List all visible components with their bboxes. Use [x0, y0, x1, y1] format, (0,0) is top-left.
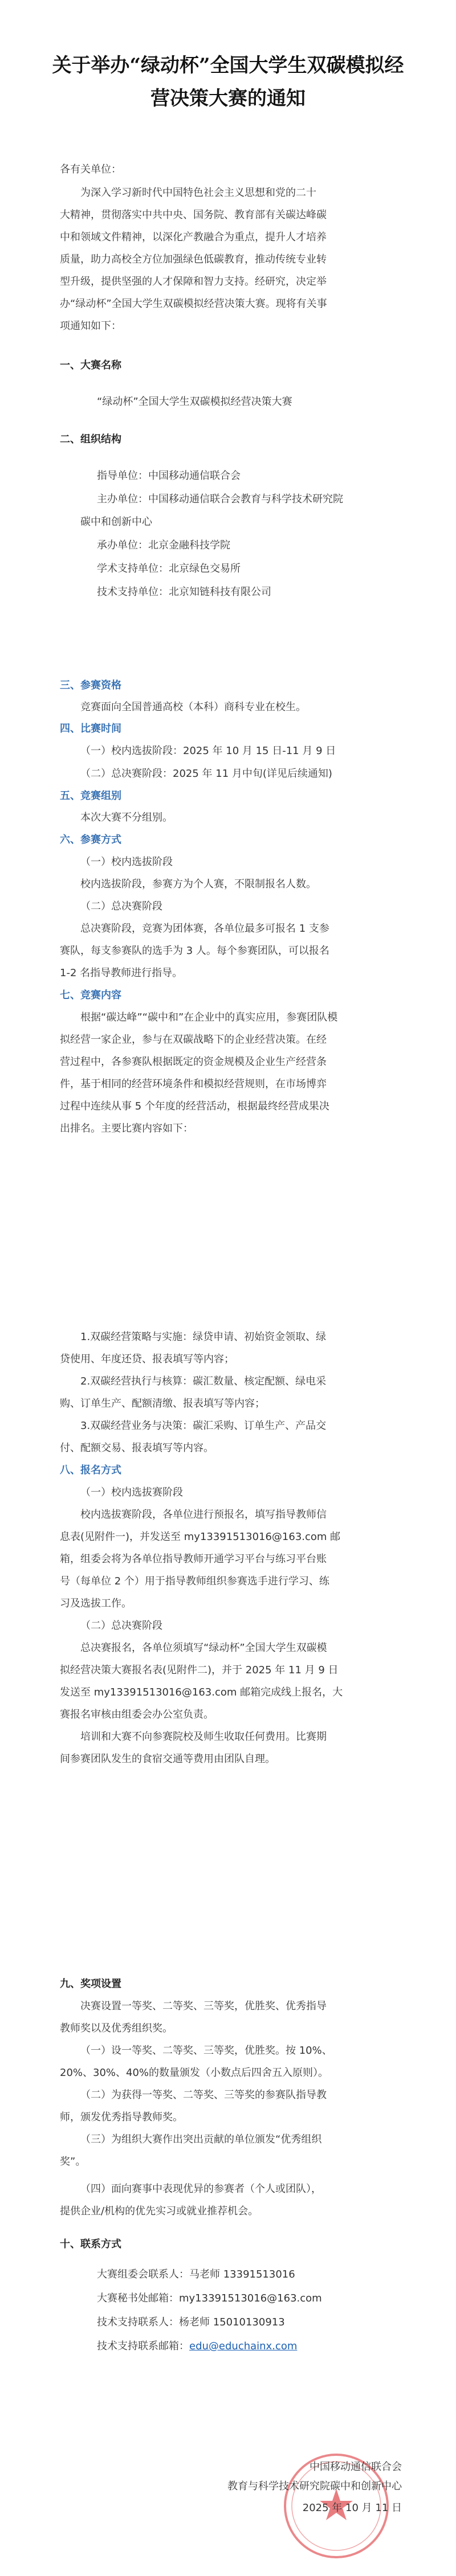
notice-title — [34, 49, 422, 115]
org-line: 学术支持单位：北京绿色交易所 — [97, 563, 241, 575]
award-line: 提供企业/机构的优先实习或就业推荐机会。 — [60, 2205, 259, 2217]
intro-line: 型升级，提供坚强的人才保障和智力支持。经研究，决定举 — [60, 276, 327, 288]
registration-line: 息表(见附件一)，并发送至 my13391513016@163.com 邮 — [60, 1531, 341, 1543]
content-line: 根据“碳达峰”“碳中和”在企业中的真实应用，参赛团队模 — [80, 1011, 338, 1023]
award-line: （三）为组织大赛作出突出贡献的单位颁发“优秀组织 — [80, 2133, 322, 2145]
content-item: 购、订单生产、配额清缴、报表填写等内容； — [60, 1398, 265, 1410]
contact-line: 大赛组委会联系人：马老师 13391513016 — [97, 2268, 295, 2280]
competition-name: “绿动杯”全国大学生双碳模拟经营决策大赛 — [97, 396, 292, 408]
award-line: （四）面向赛事中表现优异的参赛者（个人或团队）， — [80, 2183, 321, 2195]
salutation: 各有关单位： — [60, 163, 121, 175]
award-line: 决赛设置一等奖、二等奖、三等奖，优胜奖、优秀指导 — [80, 2000, 327, 2012]
schedule-item: （二）总决赛阶段：2025 年 11 月中旬(详见后续通知) — [80, 768, 332, 780]
section-1-heading: 一、大赛名称 — [60, 359, 121, 371]
email-link[interactable]: edu@educhainx.com — [189, 2340, 298, 2352]
entry-line: （一）校内选拔阶段 — [80, 856, 173, 868]
award-line: 师，颁发优秀指导教师奖。 — [60, 2111, 183, 2123]
signature-line: 中国移动通信联合会 — [310, 2461, 402, 2473]
org-line: 技术支持单位：北京知链科技有限公司 — [97, 586, 271, 598]
content-item: 3.双碳经营业务与决策：碳汇采购、订单生产、产品交 — [80, 1420, 327, 1432]
registration-line: （一）校内选拔赛阶段 — [80, 1486, 183, 1498]
award-line: （一）设一等奖、二等奖、三等奖，优胜奖。按 10%、 — [80, 2045, 332, 2057]
contact-email-link[interactable]: 技术支持联系邮箱：edu@educhainx.com — [97, 2340, 298, 2352]
registration-line: 赛报名审核由组委会办公室负责。 — [60, 1709, 214, 1721]
section-10-heading: 十、联系方式 — [60, 2238, 121, 2250]
entry-line: （二）总决赛阶段 — [80, 900, 162, 912]
intro-line: 为深入学习新时代中国特色社会主义思想和党的二十 — [80, 187, 316, 199]
intro-line: 大精神，贯彻落实中共中央、国务院、教育部有关碳达峰碳 — [60, 209, 327, 221]
content-item: 1.双碳经营策略与实施：绿贷申请、初始资金领取、绿 — [80, 1331, 327, 1343]
registration-line: 号（每单位 2 个）用于指导教师组织参赛选手进行学习、练 — [60, 1575, 329, 1587]
award-line: 20%、30%、40%的数量颁发（小数点后四舍五入原则）。 — [60, 2067, 329, 2079]
content-line: 拟经营一家企业，参与在双碳战略下的企业经营决策。在经 — [60, 1034, 327, 1046]
entry-line: 校内选拔阶段，参赛方为个人赛，不限制报名人数。 — [80, 878, 316, 890]
section-6-heading: 六、参赛方式 — [60, 834, 121, 846]
award-line: 教师奖以及优秀组织奖。 — [60, 2022, 173, 2034]
intro-line: 项通知如下： — [60, 320, 121, 332]
intro-line: 质量，助力高校全方位加强绿色低碳教育，推动传统专业转 — [60, 253, 327, 265]
registration-line: 习及选拔工作。 — [60, 1598, 132, 1610]
section-7-heading: 七、竞赛内容 — [60, 989, 121, 1001]
content-line: 出排名。主要比赛内容如下： — [60, 1123, 193, 1135]
registration-line: 发送至 my13391513016@163.com 邮箱完成线上报名，大 — [60, 1686, 343, 1698]
registration-line: 箱，组委会将为各单位指导教师开通学习平台与练习平台账 — [60, 1553, 327, 1565]
entry-line: 总决赛阶段，竞赛为团体赛，各单位最多可报名 1 支参 — [80, 923, 329, 935]
content-item: 付、配额交易、报表填写等内容。 — [60, 1442, 214, 1454]
signature-line: 教育与科学技术研究院碳中和创新中心 — [227, 2480, 402, 2492]
content-line: 过程中连续从事 5 个年度的经营活动，根据最终经营成果决 — [60, 1100, 329, 1112]
groups-text: 本次大赛不分组别。 — [80, 812, 173, 824]
content-line: 营过程中，各参赛队根据既定的资金规模及企业生产经营条 — [60, 1056, 327, 1068]
fee-line: 培训和大赛不向参赛院校及师生收取任何费用。比赛期 — [80, 1731, 327, 1743]
registration-line: 总决赛报名，各单位须填写“绿动杯”全国大学生双碳模 — [80, 1642, 327, 1654]
contact-line: 技术支持联系人：杨老师 15010130913 — [97, 2316, 285, 2328]
org-line: 承办单位：北京金融科技学院 — [97, 539, 230, 551]
content-item: 2.双碳经营执行与核算：碳汇数量、核定配额、绿电采 — [80, 1375, 327, 1387]
section-9-heading: 九、奖项设置 — [60, 1978, 121, 1990]
org-line: 碳中和创新中心 — [80, 516, 152, 528]
content-line: 件，基于相同的经营环境条件和模拟经营规则，在市场博弈 — [60, 1078, 327, 1090]
schedule-item: （一）校内选拔阶段：2025 年 10 月 15 日-11 月 9 日 — [80, 745, 336, 757]
section-8-heading: 八、报名方式 — [60, 1464, 121, 1476]
registration-line: 校内选拔赛阶段，各单位进行预报名，填写指导教师信 — [80, 1509, 327, 1521]
org-line: 主办单位：中国移动通信联合会教育与科学技术研究院 — [97, 493, 343, 505]
intro-line: 办“绿动杯”全国大学生双碳模拟经营决策大赛。现将有关事 — [60, 298, 327, 310]
entry-line: 1-2 名指导教师进行指导。 — [60, 967, 183, 979]
award-line: （二）为获得一等奖、二等奖、三等奖的参赛队指导教 — [80, 2089, 327, 2101]
org-line: 指导单位：中国移动通信联合会 — [97, 470, 241, 482]
signature-date: 2025 年 10 月 11 日 — [302, 2502, 402, 2514]
title-line-2: 营决策大赛的通知 — [150, 87, 306, 110]
section-5-heading: 五、竞赛组别 — [60, 790, 121, 802]
eligibility-text: 竞赛面向全国普通高校（本科）商科专业在校生。 — [80, 701, 306, 713]
content-item: 贷使用、年度还贷、报表填写等内容； — [60, 1353, 234, 1365]
section-4-heading: 四、比赛时间 — [60, 723, 121, 735]
entry-line: 赛队，每支参赛队的选手为 3 人。每个参赛团队，可以报名 — [60, 945, 329, 957]
section-2-heading: 二、组织结构 — [60, 433, 121, 445]
section-3-heading: 三、参赛资格 — [60, 679, 121, 691]
intro-line: 中和领域文件精神，以深化产教融合为重点，提升人才培养 — [60, 231, 327, 243]
contact-line: 大赛秘书处邮箱：my13391513016@163.com — [97, 2292, 322, 2304]
title-line-1: 关于举办“绿动杯”全国大学生双碳模拟经 — [52, 54, 404, 77]
registration-line: （二）总决赛阶段 — [80, 1620, 162, 1632]
fee-line: 间参赛团队发生的食宿交通等费用由团队自理。 — [60, 1753, 275, 1765]
registration-line: 拟经营决策大赛报名表(见附件二)，并于 2025 年 11 月 9 日 — [60, 1664, 339, 1676]
award-line: 奖”。 — [60, 2156, 86, 2168]
